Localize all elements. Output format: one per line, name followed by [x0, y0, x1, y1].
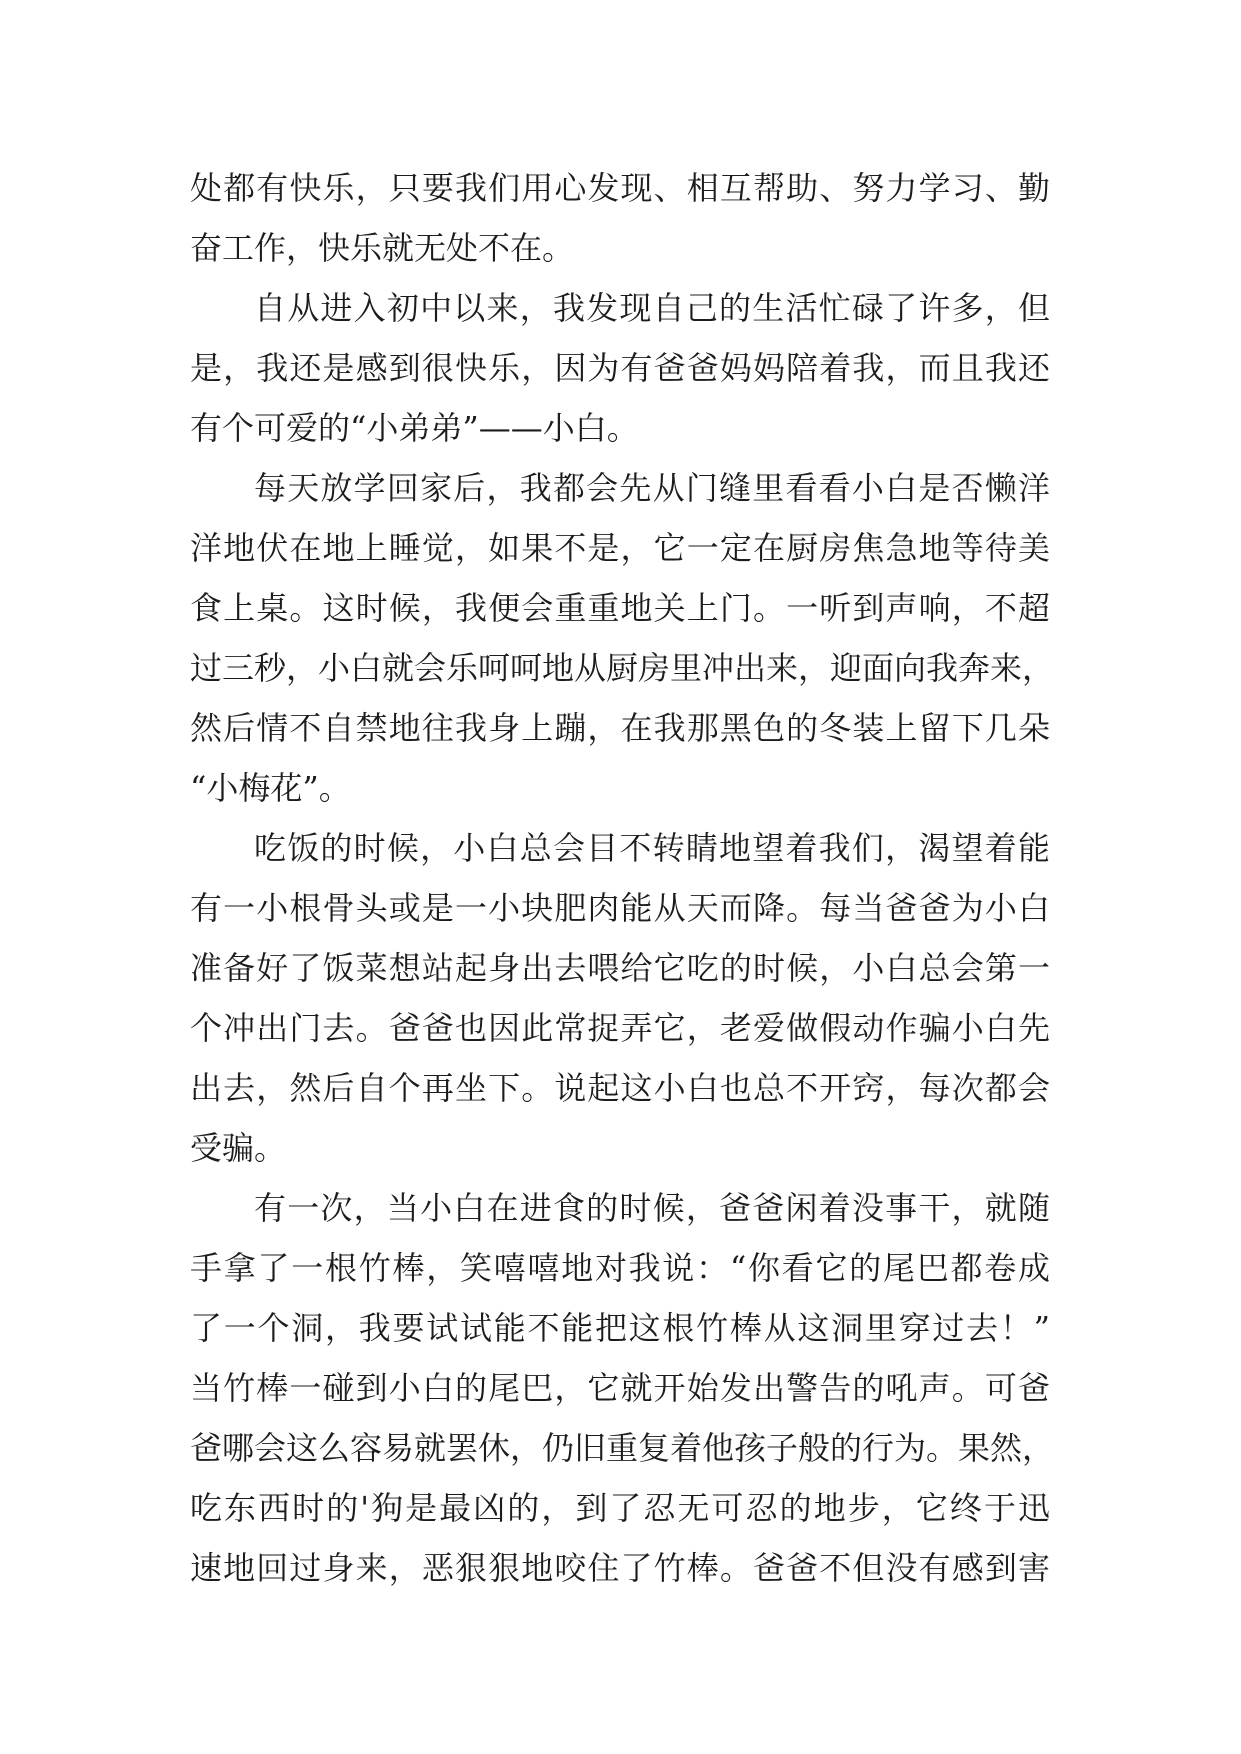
text-line: 食上桌。这时候，我便会重重地关上门。一听到声响，不超 — [190, 589, 1050, 627]
text-line: 有个可爱的“小弟弟”——小白。 — [190, 409, 639, 447]
text-line: 处都有快乐，只要我们用心发现、相互帮助、努力学习、勤 — [190, 169, 1050, 207]
text-line: 受骗。 — [190, 1129, 287, 1167]
text-line: 吃饭的时候，小白总会目不转睛地望着我们，渴望着能 — [254, 829, 1050, 867]
document-page — [190, 158, 1055, 1598]
text-line: 吃东西时的'狗是最凶的，到了忍无可忍的地步，它终于迅 — [190, 1489, 1050, 1527]
text-line: 准备好了饭菜想站起身出去喂给它吃的时候，小白总会第一 — [190, 949, 1050, 987]
text-line: “小梅花”。 — [190, 769, 351, 807]
text-line: 然后情不自禁地往我身上蹦，在我那黑色的冬装上留下几朵 — [190, 709, 1050, 747]
text-line: 有一小根骨头或是一小块肥肉能从天而降。每当爸爸为小白 — [190, 889, 1050, 927]
text-line: 有一次，当小白在进食的时候，爸爸闲着没事干，就随 — [254, 1189, 1050, 1227]
text-line: 手拿了一根竹棒，笑嘻嘻地对我说：“你看它的尾巴都卷成 — [190, 1249, 1050, 1287]
text-line: 速地回过身来，恶狠狠地咬住了竹棒。爸爸不但没有感到害 — [190, 1549, 1050, 1587]
text-line: 个冲出门去。爸爸也因此常捉弄它，老爱做假动作骗小白先 — [190, 1009, 1050, 1047]
paragraph-5 — [190, 1178, 1055, 1598]
text-line: 每天放学回家后，我都会先从门缝里看看小白是否懒洋 — [254, 469, 1050, 507]
text-line: 出去，然后自个再坐下。说起这小白也总不开窍，每次都会 — [190, 1069, 1050, 1107]
text-line: 自从进入初中以来，我发现自己的生活忙碌了许多，但 — [254, 289, 1050, 327]
text-line: 了一个洞，我要试试能不能把这根竹棒从这洞里穿过去！” — [190, 1309, 1050, 1347]
paragraph-3 — [190, 458, 1055, 818]
paragraph-1 — [190, 158, 1050, 278]
text-line: 洋地伏在地上睡觉，如果不是，它一定在厨房焦急地等待美 — [190, 529, 1050, 567]
paragraph-2 — [190, 278, 1050, 458]
text-line: 奋工作，快乐就无处不在。 — [190, 229, 575, 267]
text-line: 是，我还是感到很快乐，因为有爸爸妈妈陪着我，而且我还 — [190, 349, 1050, 387]
text-line: 过三秒，小白就会乐呵呵地从厨房里冲出来，迎面向我奔来， — [190, 649, 1055, 687]
paragraph-4 — [190, 818, 1050, 1178]
text-line: 爸哪会这么容易就罢休，仍旧重复着他孩子般的行为。果然， — [190, 1429, 1055, 1467]
text-line: 当竹棒一碰到小白的尾巴，它就开始发出警告的吼声。可爸 — [190, 1369, 1050, 1407]
